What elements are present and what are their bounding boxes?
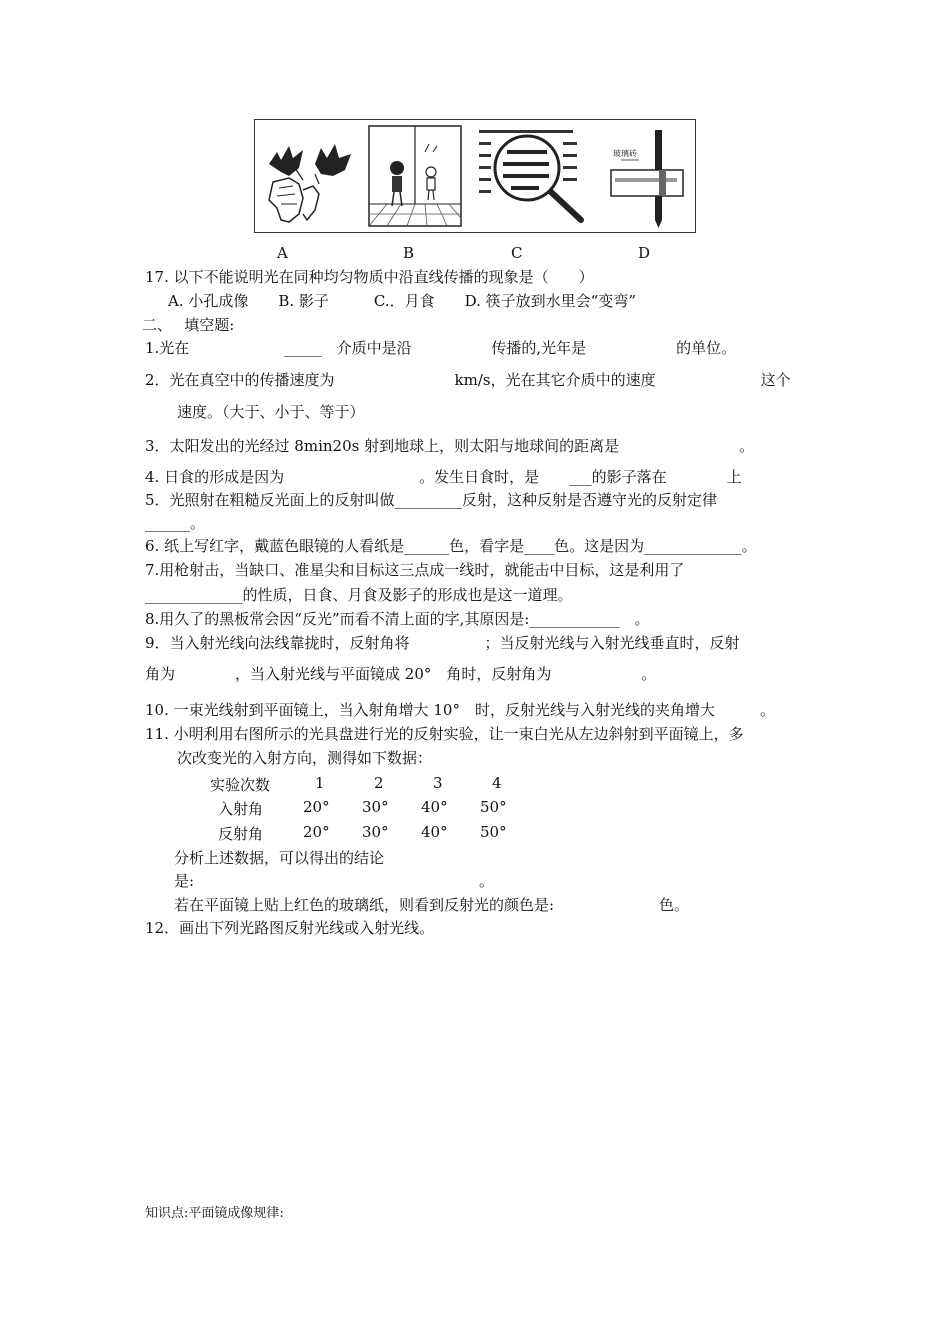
question-17-options: A. 小孔成像 B. 影子 C.．月食 D. 筷子放到水里会“变弯”	[168, 292, 637, 310]
question-17-stem: 17. 以下不能说明光在同种均匀物质中沿直线传播的现象是（ ）	[145, 268, 594, 286]
fill-item-11-line-2: 次改变光的入射方向，测得如下数据：	[177, 749, 433, 767]
glass-block-pen-image	[599, 124, 691, 228]
table-header-1: 1	[315, 774, 325, 792]
fill-item-12: 12．画出下列光路图反射光线或入射光线。	[145, 919, 435, 937]
figure-label-d: D	[638, 244, 651, 262]
fill-item-11-line-1: 11. 小明利用右图所示的光具盘进行光的反射实验，让一束白光从左边斜射到平面镜上，多	[145, 725, 744, 743]
table-header-3: 3	[433, 774, 443, 792]
figure-box	[254, 119, 696, 233]
figure-label-a: A	[277, 244, 288, 262]
fill-item-11-conclusion-blank: 是: 。	[174, 872, 495, 890]
mirror-room-image	[367, 124, 463, 228]
figure-label-b: B	[403, 244, 415, 262]
section-title: 二、 填空题:	[142, 316, 235, 334]
fill-item-2-line-1: 2．光在真空中的传播速度为 km/s，光在其它介质中的速度 这个	[145, 371, 791, 389]
table-header-trial: 实验次数	[210, 776, 271, 794]
fill-item-2-line-2: 速度。（大于、小于、等于）	[177, 403, 365, 421]
fill-item-10: 10. 一束光线射到平面镜上，当入射角增大 10° 时，反射光线与入射光线的夹角增大 。	[145, 701, 775, 719]
fill-item-5-line-2: ______。	[145, 514, 206, 532]
fill-item-8: 8.用久了的黑板常会因“反光”而看不清上面的字,其原因是:____________ 。	[145, 610, 650, 628]
table-row-incidence-4: 50°	[480, 798, 507, 816]
fill-item-11-conclusion: 分析上述数据，可以得出的结论	[174, 849, 385, 867]
table-row-reflection-1: 20°	[303, 823, 330, 841]
fill-item-9-line-1: 9．当入射光线向法线靠拢时，反射角将 ；当反射光线与入射光线垂直时，反射	[145, 634, 740, 652]
fill-item-1: 1.光在 _____ 介质中是沿 传播的,光年是 的单位。	[145, 339, 737, 357]
table-row-reflection-label: 反射角	[218, 825, 264, 843]
fill-item-4: 4. 日食的形成是因为 。发生日食时，是 ___的影子落在 上	[145, 468, 742, 486]
table-row-reflection-2: 30°	[362, 823, 389, 841]
figure-label-c: C	[511, 244, 523, 262]
glass-block-label: 玻璃砖	[613, 149, 637, 158]
fill-item-7-line-2: _____________的性质，日食、月食及影子的形成也是这一道理。	[145, 586, 573, 604]
table-row-reflection-4: 50°	[480, 823, 507, 841]
fill-item-7-line-1: 7.用枪射击，当缺口、准星尖和目标这三点成一线时，就能击中目标，这是利用了	[145, 561, 685, 579]
fill-item-9-line-2: 角为 ，当入射光线与平面镜成 20° 角时，反射角为 。	[145, 665, 657, 683]
table-row-reflection-3: 40°	[421, 823, 448, 841]
table-header-4: 4	[492, 774, 502, 792]
table-header-2: 2	[374, 774, 384, 792]
fill-item-3: 3．太阳发出的光经过 8min20s 射到地球上，则太阳与地球间的距离是 。	[145, 437, 755, 455]
knowledge-point-footer: 知识点:平面镜成像规律:	[145, 1206, 284, 1221]
table-row-incidence-3: 40°	[421, 798, 448, 816]
fill-item-5-line-1: 5．光照射在粗糙反光面上的反射叫做_________反射，这种反射是否遵守光的反射定律	[145, 491, 718, 509]
fill-item-6: 6. 纸上写红字，戴蓝色眼镜的人看纸是______色，看字是____色。这是因为_____________。	[145, 537, 757, 555]
fill-item-11-red-paper: 若在平面镜上贴上红色的玻璃纸，则看到反射光的颜色是: 色。	[174, 896, 690, 914]
table-row-incidence-2: 30°	[362, 798, 389, 816]
table-row-incidence-1: 20°	[303, 798, 330, 816]
table-row-incidence-label: 入射角	[218, 800, 264, 818]
magnifier-image	[471, 124, 591, 228]
hand-shadow-image	[259, 124, 359, 228]
